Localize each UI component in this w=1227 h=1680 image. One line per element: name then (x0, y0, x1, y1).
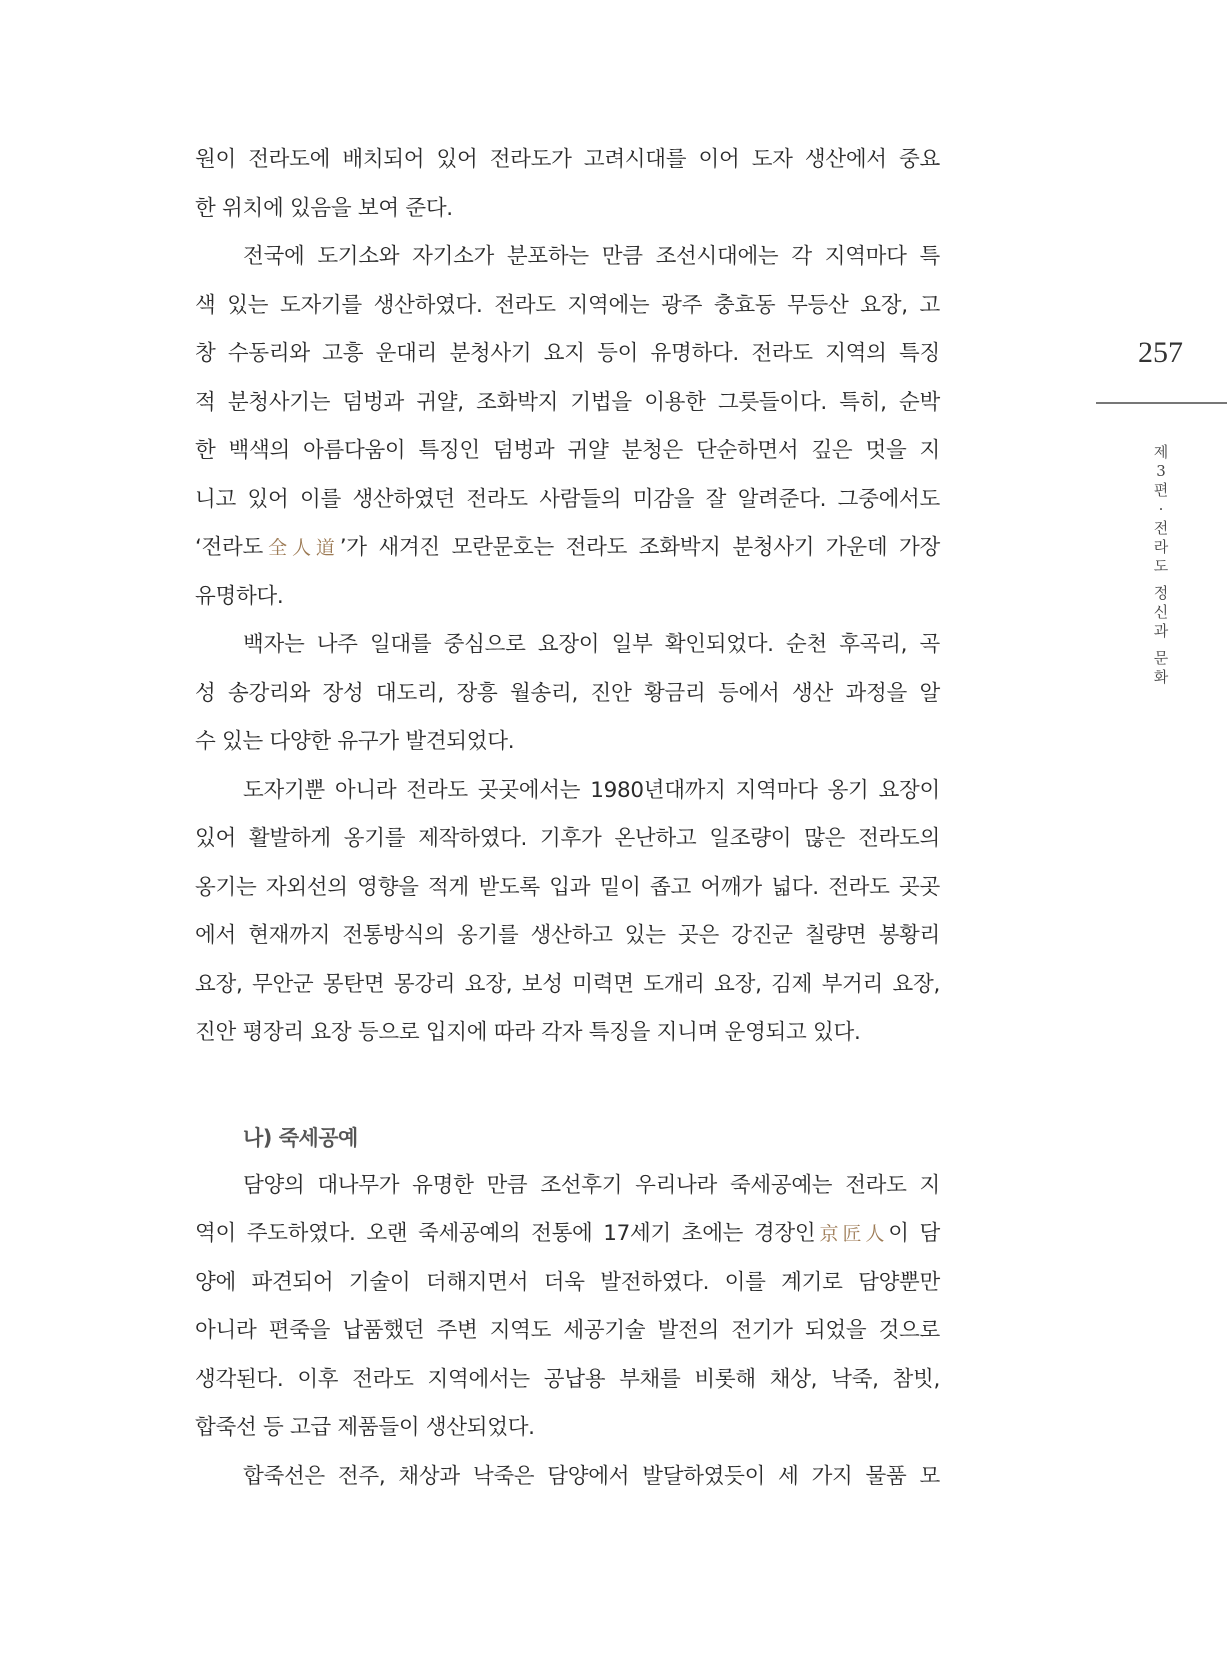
side-label-char: 전 (1153, 519, 1169, 537)
side-label-char (1149, 641, 1173, 649)
paragraph-line: 유명하다. (195, 583, 284, 609)
paragraph-line: 진안 평장리 요장 등으로 입지에 따라 각자 특징을 지니며 운영되고 있다. (195, 1020, 861, 1045)
hanja-annotation: 京匠人 (815, 1223, 889, 1245)
paragraph-line: 아니라 편죽을 납품했던 주변 지역도 세공기술 발전의 전기가 되었을 것으로 (195, 1318, 940, 1343)
paragraph-line: 양에 파견되어 기술이 더해지면서 더욱 발전하였다. 이를 계기로 담양뿐만 (195, 1269, 940, 1295)
paragraph-line: 성 송강리와 장성 대도리, 장흥 월송리, 진안 황금리 등에서 생산 과정을 알 (195, 680, 940, 706)
paragraph-line: 있어 활발하게 옹기를 제작하였다. 기후가 온난하고 일조량이 많은 전라도의 (195, 826, 940, 851)
paragraph-line: 수 있는 다양한 유구가 발견되었다. (195, 729, 515, 754)
paragraph-line: 생각된다. 이후 전라도 지역에서는 공납용 부채를 비롯해 채상, 낙죽, 참빗, (195, 1366, 940, 1392)
side-label-char: 라 (1153, 538, 1169, 556)
side-label-char (1149, 576, 1173, 584)
side-label-char: · (1158, 500, 1164, 518)
paragraph-line: 요장, 무안군 몽탄면 몽강리 요장, 보성 미력면 도개리 요장, 김제 부거리 요장, (195, 971, 940, 997)
paragraph-line: 니고 있어 이를 생산하였던 전라도 사람들의 미감을 잘 알려준다. 그중에서도 (195, 486, 940, 512)
paragraph-line: 에서 현재까지 전통방식의 옹기를 생산하고 있는 곳은 강진군 칠량면 봉황리 (195, 923, 940, 948)
section-side-label (1149, 443, 1173, 687)
paragraph-line: 백자는 나주 일대를 중심으로 요장이 일부 확인되었다. 순천 후곡리, 곡 (243, 632, 940, 657)
paragraph-line: 도자기뿐 아니라 전라도 곳곳에서는 1980년대까지 지역마다 옹기 요장이 (243, 777, 940, 803)
paragraph-line: 전국에 도기소와 자기소가 분포하는 만큼 조선시대에는 각 지역마다 특 (243, 244, 940, 269)
side-label-char: 편 (1153, 481, 1169, 499)
side-label-char: 3 (1156, 462, 1166, 480)
side-label-char: 화 (1153, 668, 1169, 686)
section-heading: 나) 죽세공예 (243, 1125, 358, 1150)
margin-divider (1096, 402, 1227, 404)
paragraph-line: 원이 전라도에 배치되어 있어 전라도가 고려시대를 이어 도자 생산에서 중요 (195, 147, 940, 172)
paragraph-line: 한 위치에 있음을 보여 준다. (195, 195, 453, 221)
body-text-column (195, 136, 940, 1501)
text-segment: 역이 주도하였다. 오랜 죽세공예의 전통에 17세기 초에는 경장인 (195, 1221, 816, 1246)
paragraph-line-with-hanja (195, 524, 940, 573)
side-label-char: 도 (1153, 557, 1169, 575)
text-segment: ’가 새겨진 모란문호는 전라도 조화박지 분청사기 가운데 가장 (339, 535, 940, 560)
paragraph-line: 한 백색의 아름다움이 특징인 덤벙과 귀얄 분청은 단순하면서 깊은 멋을 지 (195, 438, 940, 463)
text-segment: ‘전라도 (195, 535, 263, 560)
paragraph-line: 색 있는 도자기를 생산하였다. 전라도 지역에는 광주 충효동 무등산 요장, 고 (195, 292, 940, 318)
paragraph-line: 적 분청사기는 덤벙과 귀얄, 조화박지 기법을 이용한 그릇들이다. 특히, 순박 (195, 389, 941, 415)
paragraph-line: 창 수동리와 고흥 운대리 분청사기 요지 등이 유명하다. 전라도 지역의 특징 (195, 341, 940, 366)
side-label-char: 제 (1153, 443, 1169, 461)
side-label-char: 과 (1153, 622, 1169, 640)
paragraph-line-with-hanja (195, 1210, 940, 1259)
text-segment: 이 담 (888, 1221, 940, 1246)
section-spacer (195, 1058, 940, 1114)
paragraph-line: 합죽선 등 고급 제품들이 생산되었다. (195, 1415, 535, 1440)
paragraph-line: 옹기는 자외선의 영향을 적게 받도록 입과 밑이 좁고 어깨가 넓다. 전라도 곳곳 (195, 874, 940, 900)
page-number: 257 (1138, 336, 1183, 369)
side-label-char: 정 (1153, 584, 1169, 602)
paragraph-line: 합죽선은 전주, 채상과 낙죽은 담양에서 발달하였듯이 세 가지 물품 모 (243, 1463, 940, 1489)
paragraph-line: 담양의 대나무가 유명한 만큼 조선후기 우리나라 죽세공예는 전라도 지 (243, 1172, 940, 1198)
hanja-annotation: 全⼈道 (262, 537, 340, 559)
side-label-char: 문 (1153, 649, 1169, 667)
side-label-char: 신 (1153, 603, 1169, 621)
